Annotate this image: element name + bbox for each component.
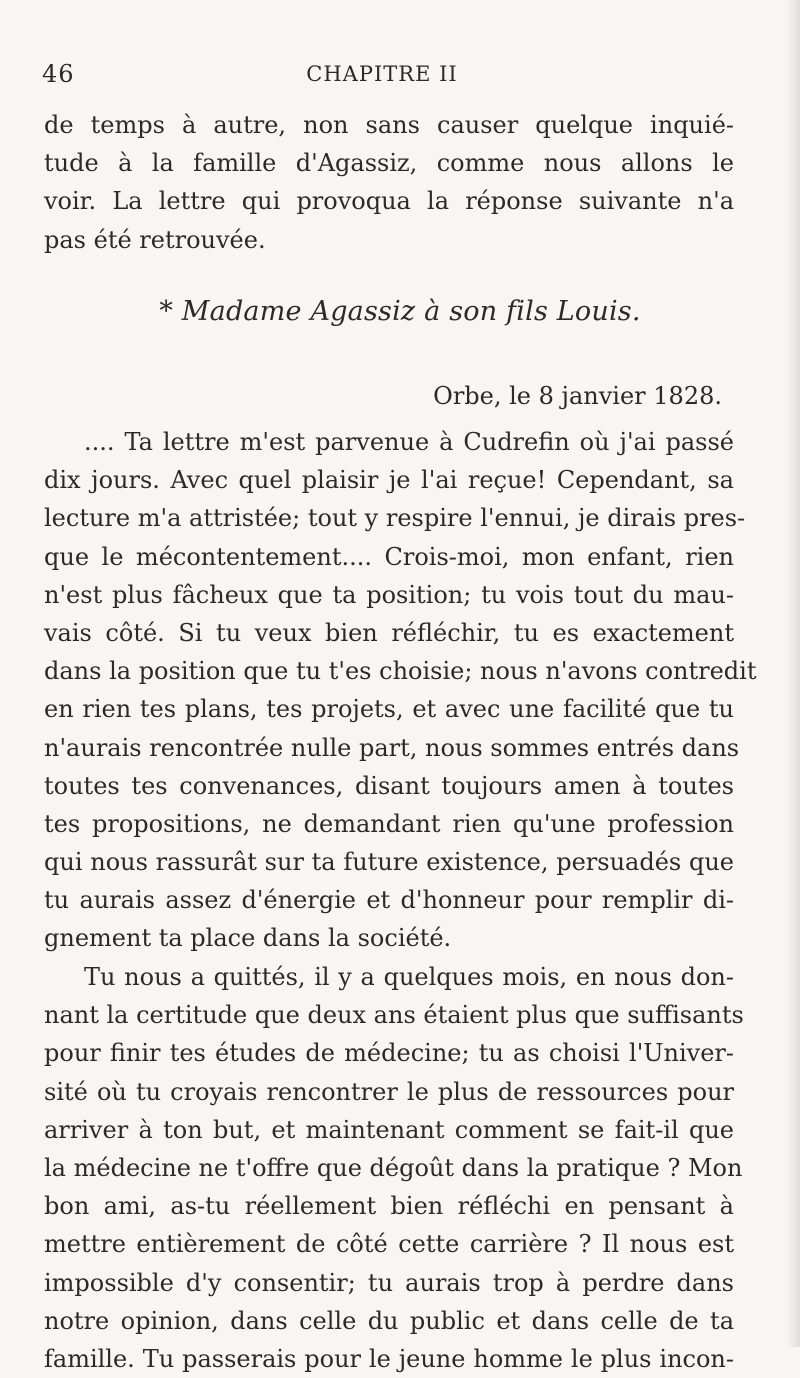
text-line: n'est plus fâcheux que ta position; tu vois tout du mau-	[44, 580, 734, 609]
letter-heading: * Madame Agassiz à son fils Louis.	[159, 296, 641, 327]
text-line: mettre entièrement de côté cette carrière ? Il nous est	[44, 1230, 734, 1259]
text-line: arriver à ton but, et maintenant comment se fait-il que	[44, 1115, 734, 1144]
text-line: nant la certitude que deux ans étaient plus que suffisants	[44, 1001, 744, 1030]
letter-paragraph-1	[44, 423, 757, 958]
text-line: en rien tes plans, tes projets, et avec une facilité que tu	[44, 695, 734, 724]
text-line: sité où tu croyais rencontrer le plus de ressources pour	[44, 1077, 734, 1106]
text-line: .... Ta lettre m'est parvenue à Cudrefin où j'ai passé	[84, 428, 734, 456]
text-line: tes propositions, ne demandant rien qu'une profession	[44, 809, 734, 838]
intro-paragraph	[44, 106, 734, 259]
text-line: voir. La lettre qui provoqua la réponse suivante n'a	[44, 187, 734, 216]
text-line: que le mécontentement.... Crois-moi, mon enfant, rien	[44, 542, 734, 571]
text-line: notre opinion, dans celle du public et dans celle de ta	[44, 1306, 734, 1335]
page-edge-shadow	[786, 0, 800, 1347]
text-line: tu aurais assez d'énergie et d'honneur pour remplir di-	[44, 886, 734, 915]
text-line: pas été retrouvée.	[44, 225, 266, 254]
text-line: tude à la famille d'Agassiz, comme nous allons le	[44, 149, 734, 178]
text-line: n'aurais rencontrée nulle part, nous sommes entrés dans	[44, 733, 740, 762]
text-line: qui nous rassurât sur ta future existence, persuadés que	[44, 848, 734, 877]
text-line: gnement ta place dans la société.	[44, 924, 452, 953]
chapter-title: CHAPITRE II	[306, 62, 458, 86]
text-line: lecture m'a attristée; tout y respire l'ennui, je dirais pres-	[44, 504, 746, 533]
letter-paragraph-2	[44, 958, 744, 1378]
text-line: dans la position que tu t'es choisie; nous n'avons contredit	[44, 657, 757, 686]
text-line: toutes tes convenances, disant toujours amen à toutes	[44, 771, 734, 800]
page-number: 46	[42, 60, 75, 88]
text-line: famille. Tu passerais pour le jeune homme le plus incon-	[44, 1344, 734, 1373]
text-line: vais côté. Si tu veux bien réfléchir, tu es exactement	[44, 618, 734, 647]
text-line: pour finir tes études de médecine; tu as choisi l'Univer-	[44, 1039, 734, 1068]
text-line: bon ami, as-tu réellement bien réfléchi en pensant à	[44, 1192, 734, 1221]
text-line: de temps à autre, non sans causer quelque inquié-	[44, 111, 734, 139]
running-header	[42, 60, 722, 96]
letter-dateline: Orbe, le 8 janvier 1828.	[433, 382, 722, 410]
text-line: dix jours. Avec quel plaisir je l'ai reçue! Cependant, sa	[44, 466, 734, 495]
text-line: Tu nous a quittés, il y a quelques mois, en nous don-	[84, 963, 734, 991]
text-line: impossible d'y consentir; tu aurais trop à perdre dans	[44, 1268, 734, 1297]
text-line: la médecine ne t'offre que dégoût dans la pratique ? Mon	[44, 1153, 743, 1182]
